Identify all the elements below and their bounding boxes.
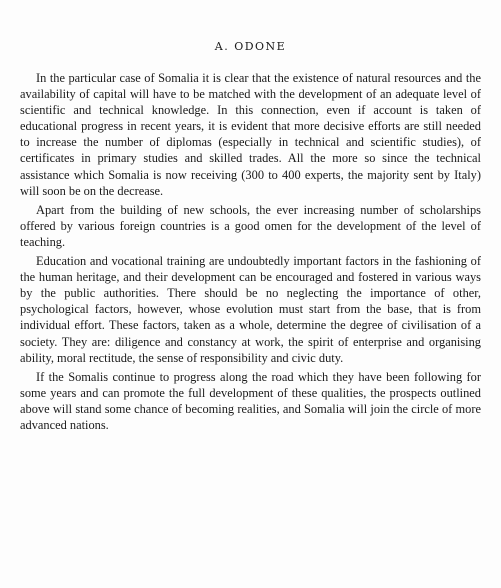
paragraph: Apart from the building of new schools, the ever increasing number of scholarships offered by various foreign countries is a good omen for the development of the level of teaching.	[20, 202, 481, 249]
paragraph: Education and vocational training are undoubtedly important factors in the fashioning of the human heritage, and their development can be encouraged and fostered in various ways by the public authorities. There should be no neglecting the importance of other, psychological factors, however, whose evolution must start from the base, that is from individual effort. These factors, taken as a whole, determine the degree of civilisation of a society. They are: diligence and constancy at work, the spirit of enterprise and organising ability, moral rectitude, the sense of responsibility and civic duty.	[20, 254, 481, 365]
running-header: A. ODONE	[214, 40, 287, 53]
paragraph: If the Somalis continue to progress along the road which they have been following for some years and can promote the full development of these qualities, the prospects outlined above will stand some chance of becoming realities, and Somalia will join the circle of more advanced nations.	[20, 369, 481, 432]
paragraph: In the particular case of Somalia it is clear that the existence of natural resources and the availability of capital will have to be matched with the development of an adequate level of scientific and technical knowledge. In this connection, even if account is taken of educational progress in recent years, it is evident that more decisive efforts are still needed to increase the number of diplomas (especially in technical and scientific studies), of certificates in primary studies and skilled trades. All the more so since the technical assistance which Somalia is now receiving (300 to 400 experts, the majority sent by Italy) will soon be on the decrease.	[20, 71, 481, 198]
body-text	[20, 70, 481, 436]
